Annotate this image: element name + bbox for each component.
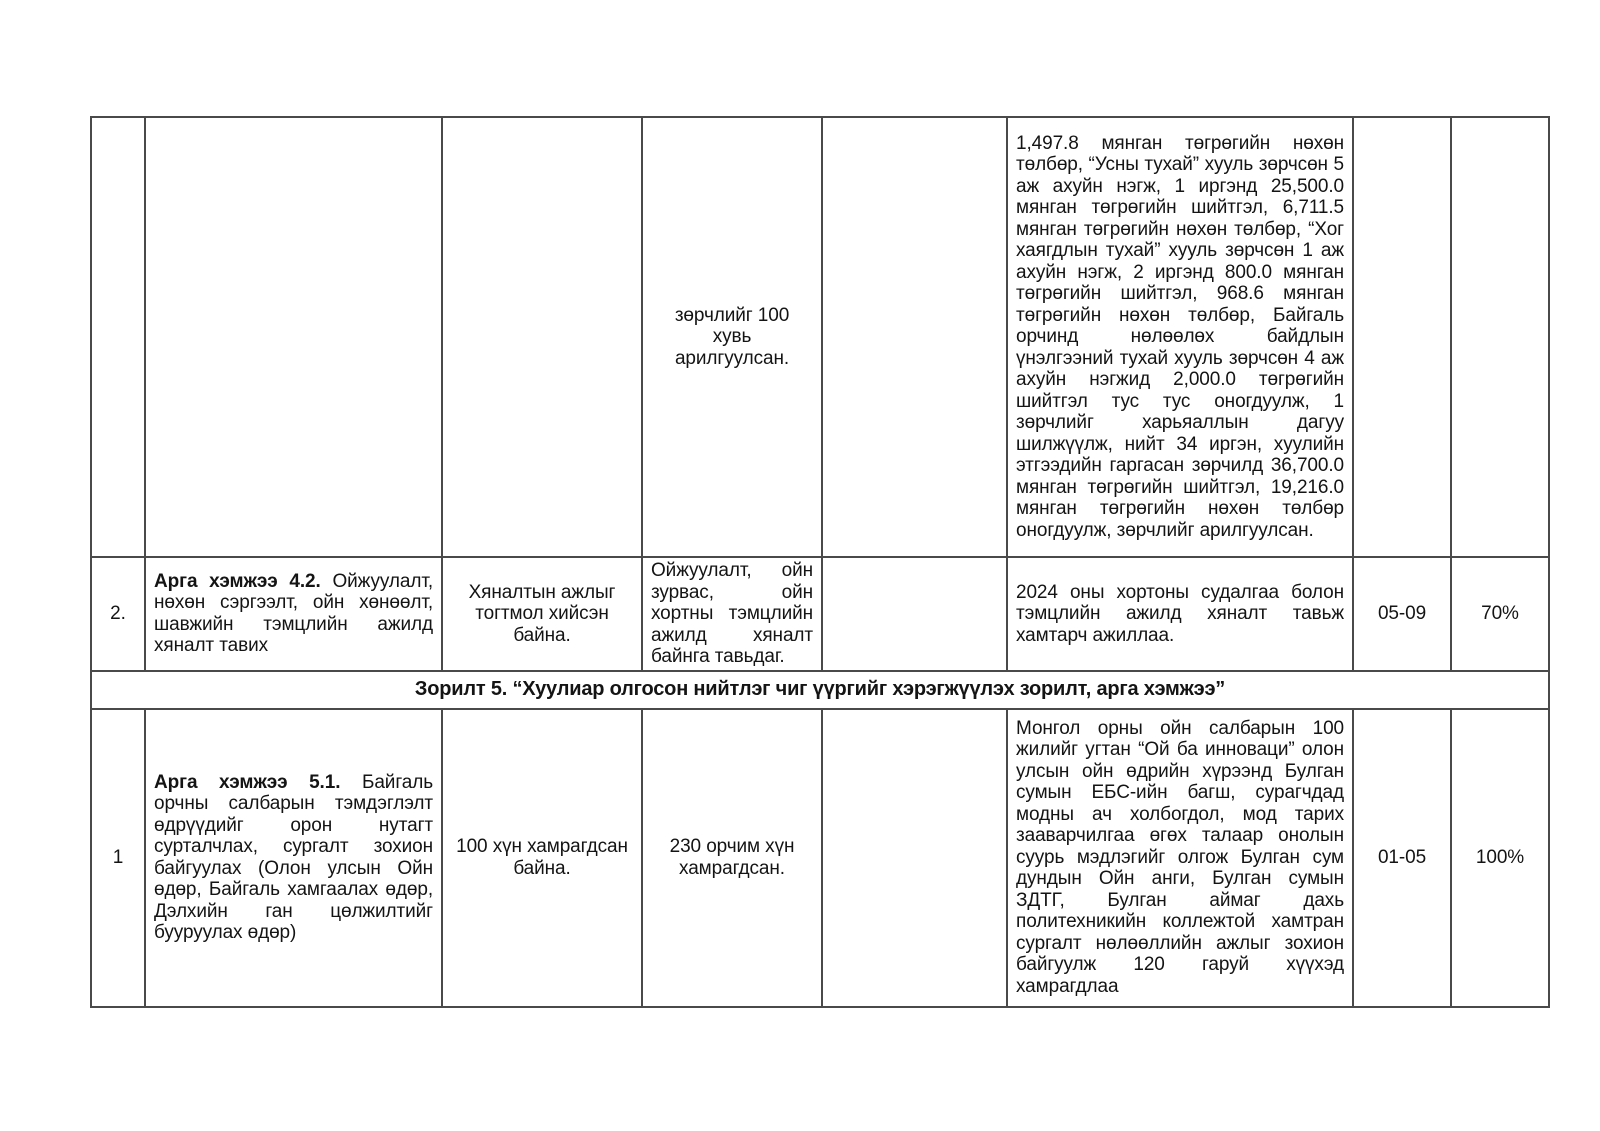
cell-percent-empty bbox=[1451, 117, 1549, 557]
target-text: Хяналтын ажлыг тогтмол хийсэн байна. bbox=[468, 581, 616, 646]
cell-blank bbox=[822, 709, 1007, 1007]
detail-text: Монгол орны ойн салбарын 100 жилийг угтан “Ой ба инноваци” олон улсын ойн өдрийн хүрээнд Булган сумын ЕБС-ийн багш, сурагчдад модны ач холбогдол, мод тарих зааварчилгаа өгөх талаар онолын суурь мэдлэгийг олгож Булган сум дундын Ойн анги, Булган сумын ЗДТГ, Булган аймаг дахь политехникийн коллежтой хамтран сургалт нөлөөллийн ажлыг зохион байгуулж 120 гаруй хүүхэд хамрагдлаа bbox=[1016, 717, 1344, 997]
table-row-section-header bbox=[91, 671, 1549, 709]
result-text: Ойжуулалт, ойн зурвас, ойн хортны тэмцлийн ажилд хяналт байнга тавьдаг. bbox=[651, 560, 813, 667]
result-text: зөрчлийг 100 хувь арилгуулсан. bbox=[674, 304, 790, 369]
detail-text: 2024 оны хортоны судалгаа болон тэмцлийн ажилд хяналт тавьж хамтарч ажиллаа. bbox=[1016, 581, 1344, 646]
measure-label: Арга хэмжээ 4.2. bbox=[154, 570, 321, 592]
table-row-measure-4-2 bbox=[91, 557, 1549, 671]
period-value: 01-05 bbox=[1377, 846, 1427, 868]
period-value: 05-09 bbox=[1377, 603, 1427, 624]
target-text: 100 хүн хамрагдсан байна. bbox=[456, 836, 628, 879]
report-table bbox=[90, 116, 1550, 1008]
cell-measure bbox=[145, 557, 442, 671]
row-number: 1 bbox=[112, 846, 124, 868]
cell-blank bbox=[822, 117, 1007, 557]
percent-value: 70% bbox=[1481, 603, 1519, 624]
measure-text: Байгаль орчны салбарын тэмдэглэлт өдрүүдийг орон нутагт сурталчлах, сургалт зохион байгуулах (Олон улсын Ойн өдөр, Байгаль хамгаалах өдөр, Дэлхийн ган цөлжилтийг бууруулах өдөр) bbox=[154, 771, 433, 943]
cell-period-empty bbox=[1353, 117, 1451, 557]
cell-percent bbox=[1451, 709, 1549, 1007]
cell-percent bbox=[1451, 557, 1549, 671]
cell-detail bbox=[1007, 709, 1353, 1007]
cell-num-empty bbox=[91, 117, 145, 557]
cell-result bbox=[642, 557, 822, 671]
cell-measure-empty bbox=[145, 117, 442, 557]
cell-target bbox=[442, 709, 642, 1007]
cell-measure bbox=[145, 709, 442, 1007]
cell-result-continuation bbox=[642, 117, 822, 557]
cell-period bbox=[1353, 709, 1451, 1007]
cell-row-number bbox=[91, 709, 145, 1007]
cell-detail bbox=[1007, 557, 1353, 671]
section-header-text: Зорилт 5. “Хуулиар олгосон нийтлэг чиг үүргийг хэрэгжүүлэх зорилт, арга хэмжээ” bbox=[414, 677, 1226, 700]
table-row-continuation bbox=[91, 117, 1549, 557]
measure-label: Арга хэмжээ 5.1. bbox=[154, 771, 341, 793]
section-header bbox=[91, 671, 1549, 709]
detail-text: 1,497.8 мянган төгрөгийн нөхөн төлбөр, “Усны тухай” хууль зөрчсөн 5 аж ахуйн нэгж, 1 иргэнд 25,500.0 мянган төгрөгийн шийтгэл, 6,711.5 мянган төгрөгийн нөхөн төлбөр, “Хог хаягдлын тухай” хууль зөрчсөн 1 аж ахуйн нэгж, 2 иргэнд 800.0 мянган төгрөгийн шийтгэл, 968.6 мянган төгрөгийн нөхөн төлбөр, Байгаль орчинд нөлөөлөх байдлын үнэлгээний тухай хууль зөрчсөн 4 аж ахуйн нэгжид 2,000.0 төгрөгийн шийтгэл тус тус оногдуулж, 1 зөрчлийг харьяаллын дагуу шилжүүлж, нийт 34 иргэн, хуулийн этгээдийн гаргасан зөрчилд 36,700.0 мянган төгрөгийн шийтгэл, 19,216.0 мянган төгрөгийн нөхөн төлбөр оногдуулж, зөрчлийг арилгуулсан. bbox=[1016, 132, 1344, 541]
measure-text: Ойжуулалт, нөхөн сэргээлт, ойн хөнөөлт, шавжийн тэмцлийн ажилд хяналт тавих bbox=[154, 570, 433, 657]
result-text: 230 орчим хүн хамрагдсан. bbox=[669, 836, 795, 879]
cell-detail-continuation bbox=[1007, 117, 1353, 557]
row-number: 2. bbox=[110, 603, 126, 624]
cell-period bbox=[1353, 557, 1451, 671]
percent-value: 100% bbox=[1475, 846, 1525, 868]
cell-result bbox=[642, 709, 822, 1007]
table-row-measure-5-1 bbox=[91, 709, 1549, 1007]
cell-target-empty bbox=[442, 117, 642, 557]
cell-row-number bbox=[91, 557, 145, 671]
cell-target bbox=[442, 557, 642, 671]
cell-blank bbox=[822, 557, 1007, 671]
